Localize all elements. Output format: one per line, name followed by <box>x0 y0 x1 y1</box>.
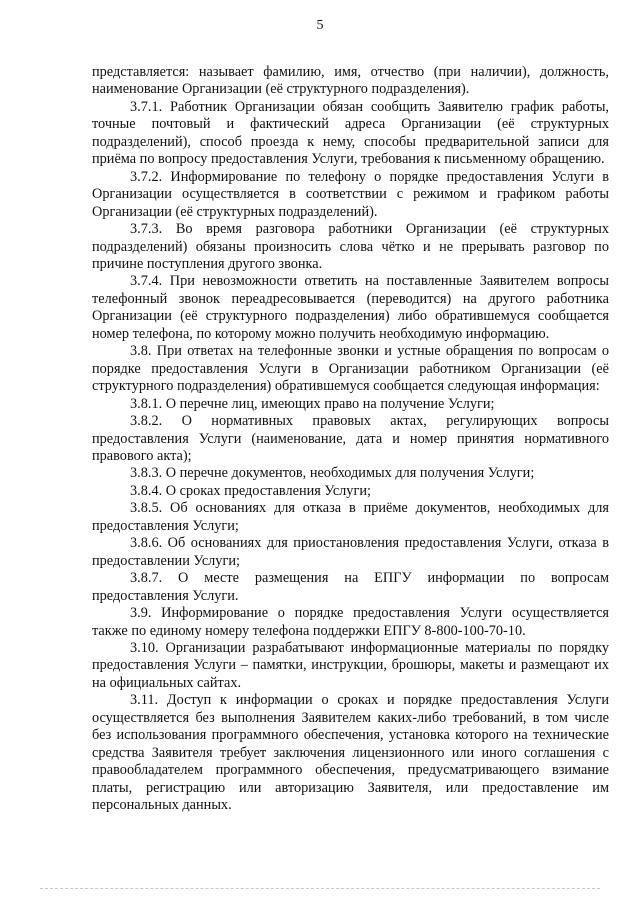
paragraph-3-8-3: 3.8.3. О перечне документов, необходимых для получения Услуги; <box>130 465 535 482</box>
paragraph-3-9: 3.9. Информирование о порядке предоставления Услуги осуществляется также по единому номеру телефона поддержки ЕПГУ 8-800-100-70-10. <box>92 605 609 639</box>
paragraph-3-8-4: 3.8.4. О сроках предоставления Услуги; <box>130 482 371 499</box>
page-bottom-edge-line <box>40 888 600 889</box>
paragraph-3-7-2: 3.7.2. Информирование по телефону о порядке предоставления Услуги в Организации осуществляется в соответствии с режимом и графиком работы Организации (её структурных подразделений). <box>92 168 609 220</box>
paragraph-3-8-2: 3.8.2. О нормативных правовых актах, регулирующих вопросы предоставления Услуги (наименование, дата и номер принятия нормативного правового акта); <box>92 413 609 464</box>
page-number: 5 <box>316 18 324 33</box>
paragraph-3-7-3: 3.7.3. Во время разговора работники Организации (её структурных подразделений) обязаны произносить слова чётко и не прерывать разговор по причине поступления другого звонка. <box>92 221 609 272</box>
document-body <box>92 64 609 814</box>
paragraph-3-8-6: 3.8.6. Об основаниях для приостановления предоставления Услуги, отказа в предоставлении Услуги; <box>92 535 609 569</box>
paragraph-3-10: 3.10. Организации разрабатывают информационные материалы по порядку предоставления Услуги – памятки, инструкции, брошюры, макеты и размещают их на официальных сайтах. <box>92 639 609 691</box>
paragraph-3-7-4: 3.7.4. При невозможности ответить на поставленные Заявителем вопросы телефонный звонок переадресовывается (переводится) на другого работника Организации (её структурного подразделения) либо обратившемуся сообщается номер телефона, по которому можно получить необходимую информацию. <box>92 273 609 342</box>
paragraph-continuation: представляется: называет фамилию, имя, отчество (при наличии), должность, наименование Организации (её структурного подразделения). <box>92 64 609 98</box>
paragraph-3-7-1: 3.7.1. Работник Организации обязан сообщить Заявителю график работы, точные почтовый и фактический адреса Организации (её структурных подразделений), способ проезда к нему, способы предварительной записи для приёма по вопросу предоставления Услуги, требования к письменному обращению. <box>92 98 609 168</box>
paragraph-3-11: 3.11. Доступ к информации о сроках и порядке предоставления Услуги осуществляется без выполнения Заявителем каких-либо требований, в том числе без использования программного обеспечения, установка которого на технические средства Заявителя требует заключения лицензионного или иного соглашения с правообладателем программного обеспечения, предусматривающего взимание платы, регистрацию или авторизацию Заявителя, или предоставление им персональных данных. <box>92 692 609 814</box>
paragraph-3-8-1: 3.8.1. О перечне лиц, имеющих право на получение Услуги; <box>130 395 495 412</box>
paragraph-3-8-5: 3.8.5. Об основаниях для отказа в приёме документов, необходимых для предоставления Услуги; <box>92 500 609 534</box>
paragraph-3-8-7: 3.8.7. О месте размещения на ЕПГУ информации по вопросам предоставления Услуги. <box>92 570 609 604</box>
paragraph-3-8: 3.8. При ответах на телефонные звонки и устные обращения по вопросам о порядке предоставления Услуги в Организации работником Организации (её структурного подразделения) обратившемуся сообщается следующая информация: <box>92 343 609 395</box>
